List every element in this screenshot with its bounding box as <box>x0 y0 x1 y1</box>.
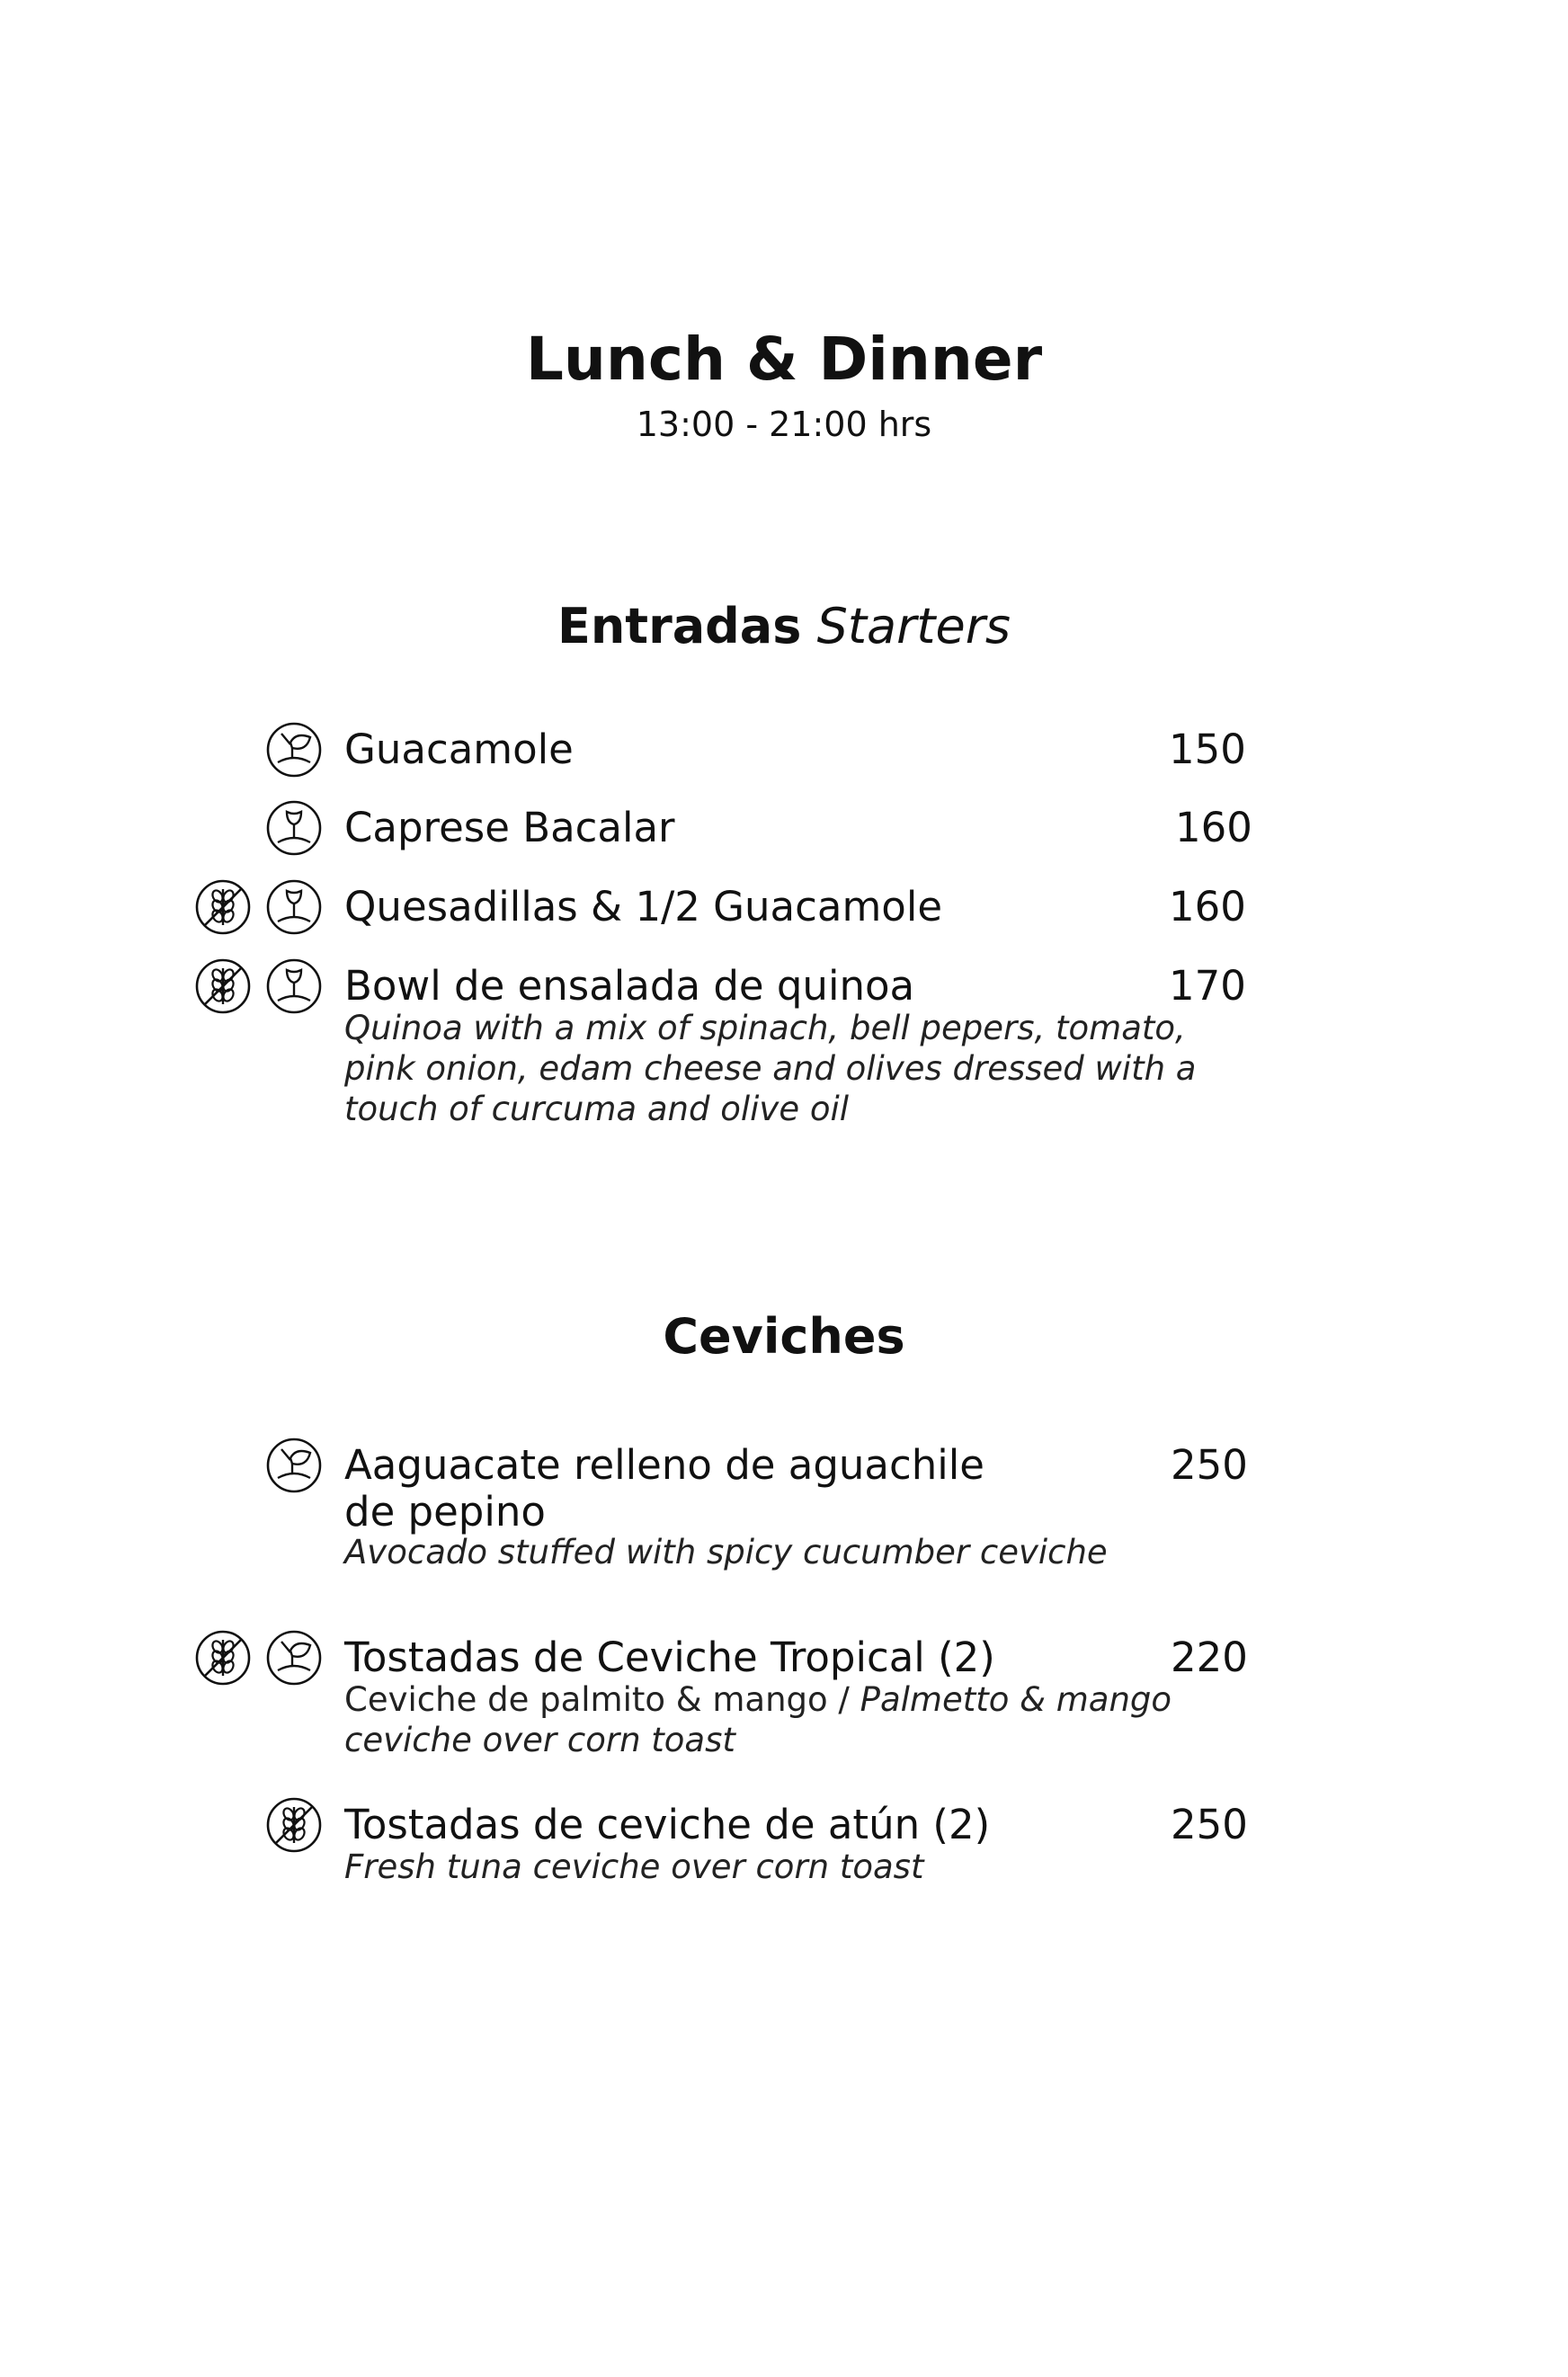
vegan-icon <box>265 721 323 779</box>
menu-item-name: Caprese Bacalar <box>344 804 675 851</box>
menu-item-price: 170 <box>1169 962 1246 1010</box>
gluten-free-icon <box>194 1629 252 1687</box>
menu-item-name: Tostadas de ceviche de atún (2) <box>344 1801 991 1848</box>
service-hours: 13:00 - 21:00 hrs <box>636 405 932 444</box>
vegan-icon <box>265 1629 323 1687</box>
section-title-main: Ceviches <box>663 1308 905 1365</box>
menu-item-name: Quesadillas & 1/2 Guacamole <box>344 883 943 930</box>
gluten-free-icon <box>194 957 252 1015</box>
menu-item-name: Tostadas de Ceviche Tropical (2) <box>344 1634 995 1681</box>
section-title-ceviches <box>0 1307 1568 1367</box>
menu-item-price: 250 <box>1171 1441 1248 1489</box>
menu-item-name: Aaguacate relleno de aguachile de pepino <box>344 1441 984 1536</box>
menu-item-name: Bowl de ensalada de quinoa <box>344 962 915 1010</box>
vegetarian-icon <box>265 799 323 857</box>
page-title: Lunch & Dinner <box>525 325 1043 394</box>
menu-item-name: Guacamole <box>344 726 574 773</box>
menu-item-description: Fresh tuna ceviche over corn toast <box>344 1847 924 1886</box>
menu-item-price: 160 <box>1175 804 1252 851</box>
menu-item-description: Quinoa with a mix of spinach, bell pepers, tomato, pink onion, edam cheese and olives dressed with a touch of curcuma and olive oil <box>344 1009 1197 1128</box>
section-title-entradas <box>0 597 1568 656</box>
menu-item-price: 160 <box>1169 883 1246 930</box>
menu-item-price: 220 <box>1171 1634 1248 1681</box>
menu-item-description: Avocado stuffed with spicy cucumber ceviche <box>344 1533 1108 1571</box>
menu-item-description <box>344 1679 1198 1760</box>
description-english: Palmetto & mango ceviche over corn toast <box>344 1680 1172 1759</box>
section-title-sub: Starters <box>816 598 1011 654</box>
section-title-main: Entradas <box>557 598 802 654</box>
vegan-icon <box>265 1437 323 1494</box>
gluten-free-icon <box>265 1796 323 1854</box>
description-spanish: Ceviche de palmito & mango / <box>344 1680 850 1719</box>
vegetarian-icon <box>265 878 323 936</box>
vegetarian-icon <box>265 957 323 1015</box>
gluten-free-icon <box>194 878 252 936</box>
menu-item-price: 150 <box>1169 726 1246 773</box>
menu-item-price: 250 <box>1171 1801 1248 1848</box>
